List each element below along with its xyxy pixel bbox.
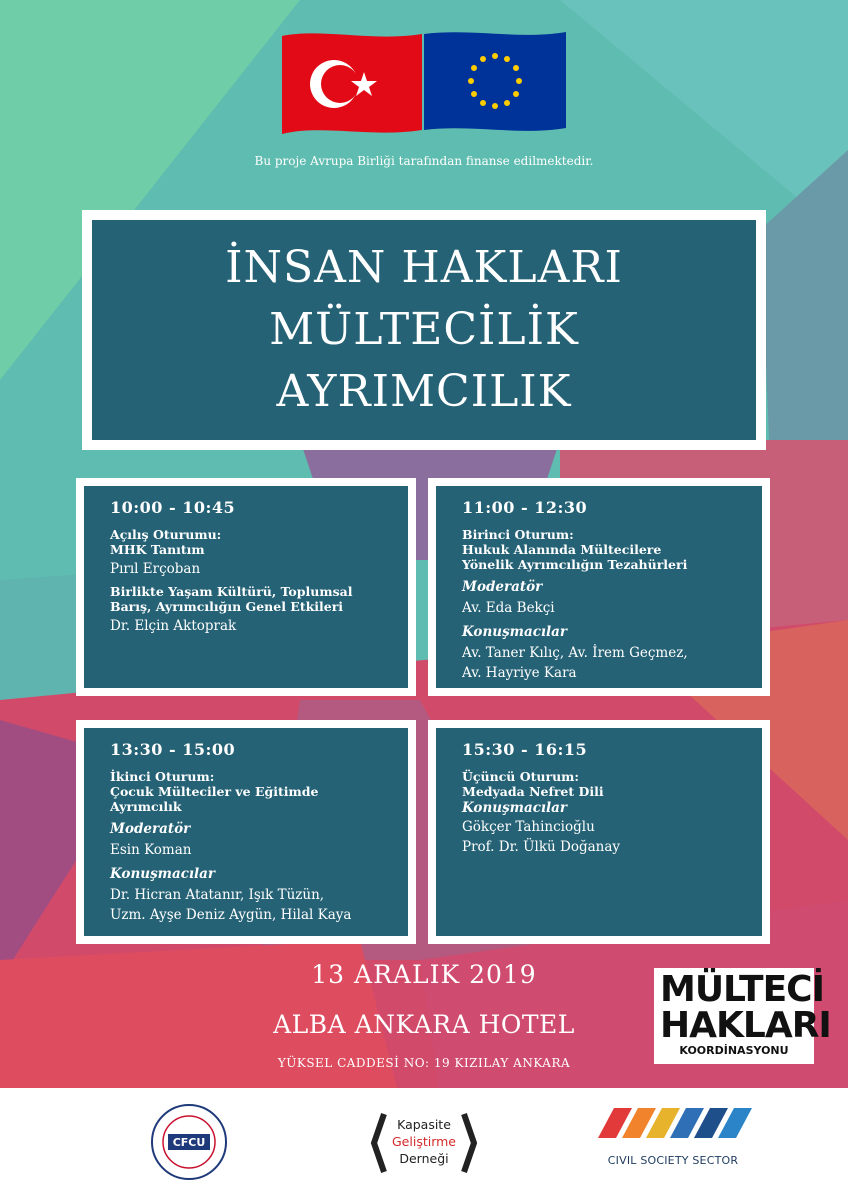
mhk-logo-line-3: KOORDİNASYONU [679,1044,789,1057]
session-title: Barış, Ayrımcılığın Genel Etkileri [110,599,344,614]
session-title: Birlikte Yaşam Kültürü, Toplumsal [110,584,353,599]
session-time: 11:00 - 12:30 [462,498,588,517]
kgd-line-1: Kapasite [397,1117,451,1132]
session-time: 13:30 - 15:00 [110,740,236,759]
footer-logos [0,1088,848,1200]
session-title: İkinci Oturum: [110,769,215,784]
flags-banner [282,28,566,140]
turkish-flag-icon [282,33,422,134]
kgd-logo [368,1110,480,1176]
kgd-line-2: Geliştirme [392,1134,456,1149]
civil-society-stripes-icon [588,1102,758,1150]
session-time: 15:30 - 16:15 [462,740,588,759]
session-title: Ayrımcılık [110,799,182,814]
moderator-name: Av. Eda Bekçi [462,600,555,616]
speaker-names: Av. Taner Kılıç, Av. İrem Geçmez, [462,645,688,661]
moderator-label: Moderatör [110,821,191,837]
title-line-1: İNSAN HAKLARI [225,242,623,293]
funding-note: Bu proje Avrupa Birliği tarafından finanse edilmektedir. [254,154,594,168]
speaker-names: Prof. Dr. Ülkü Doğanay [462,839,621,855]
speaker-names: Uzm. Ayşe Deniz Aygün, Hilal Kaya [110,907,352,923]
session-card-4 [428,720,770,944]
session-title: MHK Tanıtım [110,542,205,557]
speaker-names: Gökçer Tahincioğlu [462,819,595,835]
civil-society-sector-logo [588,1102,758,1182]
moderator-name: Esin Koman [110,842,192,858]
session-card-2 [428,478,770,696]
speaker-name: Pırıl Erçoban [110,561,201,577]
speaker-name: Dr. Elçin Aktoprak [110,618,237,634]
kgd-line-3: Derneği [399,1151,449,1166]
session-card-1 [76,478,416,696]
session-title: Çocuk Mülteciler ve Eğitimde [110,784,319,799]
event-address: YÜKSEL CADDESİ NO: 19 KIZILAY ANKARA [277,1056,571,1070]
title-line-3: AYRIMCILIK [276,366,572,417]
speaker-names: Av. Hayriye Kara [462,665,577,681]
session-title: Birinci Oturum: [462,527,574,542]
session-title: Açılış Oturumu: [110,527,222,542]
title-panel [82,210,766,450]
title-line-2: MÜLTECİLİK [269,304,579,355]
cfcu-text: CFCU [172,1136,206,1149]
cfcu-seal-icon [150,1103,228,1181]
event-venue: ALBA ANKARA HOTEL [273,1010,575,1039]
session-card-3 [76,720,416,944]
session-title: Üçüncü Oturum: [462,769,580,784]
mhk-logo [654,968,831,1064]
speakers-label: Konuşmacılar [462,624,568,640]
speakers-label: Konuşmacılar [110,866,216,882]
session-title: Hukuk Alanında Mültecilere [462,542,662,557]
session-title: Medyada Nefret Dili [462,784,604,799]
speaker-names: Dr. Hicran Atatanır, Işık Tüzün, [110,887,325,903]
mhk-logo-line-2: HAKLARI [660,1005,831,1046]
civil-society-sector-text: CIVIL SOCIETY SECTOR [607,1154,739,1167]
event-date: 13 ARALIK 2019 [311,960,537,989]
eu-flag-icon [424,32,566,131]
session-title: Yönelik Ayrımcılığın Tezahürleri [462,557,688,572]
mhk-logo-line-1: MÜLTECİ [660,969,824,1010]
moderator-label: Moderatör [462,579,543,595]
session-time: 10:00 - 10:45 [110,498,236,517]
speakers-label: Konuşmacılar [462,800,568,816]
